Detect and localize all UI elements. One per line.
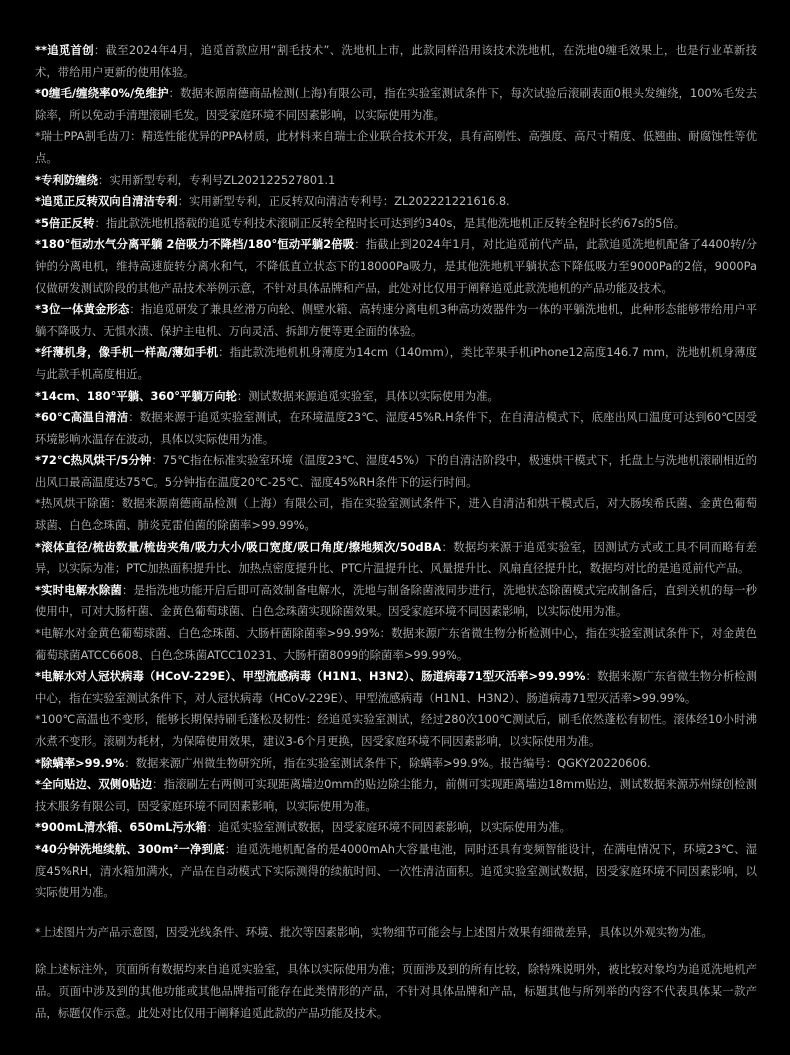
note-item [35, 450, 757, 493]
note-text: ：追觅洗地机配备的是4000mAh大容量电池，同时还具有变频智能设计，在满电情况下，环境23℃、湿度45%RH，清水箱加满水，产品在自动模式下实际测得的续航时间、一次性清洁面积。追觅实验室测试数据，因受家庭环境不同因素影响，以实际使用为准。 [35, 841, 757, 900]
note-text: ：是指洗地功能开启后即可高效制备电解水，洗地与制备除菌液同步进行，洗地状态除菌模式完成制备后，直到关机的每一秒使用中，可对大肠杆菌、金黄色葡萄球菌、白色念珠菌实现除菌效果。因受家庭环境不同因素影响，以实际使用为准。 [35, 582, 757, 619]
spacer [35, 904, 757, 922]
note-item [35, 342, 757, 385]
note-item [35, 580, 757, 623]
note-text: ：数据来源广东省微生物分析检测中心，指在实验室测试条件下，对人冠状病毒（HCoV-229E）、甲型流感病毒（H1N1、H3N2）、肠道病毒71型灭活率>99.99%。 [35, 669, 757, 705]
note-text: ：指追觅研发了兼具丝滑万向轮、侧壁水箱、高转速分离电机3种高功效器件为一体的平躺洗地机，此种形态能够带给用户平躺不降吸力、无惧水渍、保护主电机、万向灵活、拆卸方便等更全面的体验。 [35, 302, 757, 338]
note-item [35, 234, 757, 299]
note-text: ：实用新型专利，正反转双向清洁专利号：ZL202221221616.8. [177, 194, 510, 209]
note-text: *电解水对金黄色葡萄球菌、白色念珠菌、大肠杆菌除菌率>99.99%：数据来源广东省微生物分析检测中心，指在实验室测试条件下，对金黄色葡萄球菌ATCC6608、白色念珠菌ATCC10231、大肠杆菌8099的除菌率>99.99%。 [35, 626, 757, 662]
note-heading: *电解水对人冠状病毒（HCoV-229E）、甲型流感病毒（H1N1、H3N2）、肠道病毒71型灭活率>99.99% [35, 669, 586, 684]
note-heading: *3位一体黄金形态 [35, 302, 130, 317]
note-heading: *40分钟洗地续航、300m²一净到底 [35, 841, 225, 856]
note-item [35, 537, 757, 580]
note-heading: *60℃高温自清洁 [35, 410, 129, 425]
note-item [35, 126, 757, 169]
image-note: *上述图片为产品示意图，因受光线条件、环境、批次等因素影响，实物细节可能会与上述图片效果有细微差异，具体以外观实物为准。 [35, 924, 713, 939]
note-heading: *180°恒动水气分离平躺 2倍吸力不降档/180°恒动平躺2倍吸 [35, 237, 355, 252]
note-text: ：实用新型专利，专利号ZL202122527801.1 [97, 172, 336, 187]
note-item [35, 623, 757, 666]
note-text: ：数据均来源于追觅实验室，因测试方式或工具不同而略有差异，以实际为准；PTC加热面积提升比、加热点密度提升比、PTC片温提升比、风量提升比、风扇直径提升比，数据均对比的是追觅前代产品。 [35, 539, 757, 576]
disclaimer-notes [35, 40, 757, 1024]
note-item [35, 753, 757, 775]
note-text: ：指截止到2024年1月，对比追觅前代产品，此款追觅洗地机配备了4400转/分钟的分离电机，维持高速旋转分离水和气，不降低直立状态下的18000Pa吸力，是其他洗地机平躺状态下降低吸力至9000Pa的2倍，9000Pa仅做研发测试阶段的其他产品技术举例示意，不针对具体品牌和产品，此处对比仅用于阐释追觅此款洗地机的产品功能及技术。 [35, 237, 757, 295]
note-item [35, 407, 757, 450]
note-text: *瑞士PPA割毛齿刀：精选性能优异的PPA材质，此材料来自瑞士企业联合技术开发，具有高刚性、高强度、高尺寸精度、低翘曲、耐腐蚀性等优点。 [35, 129, 757, 165]
note-heading: **追觅首创 [35, 43, 94, 57]
note-text: ：75℃指在标准实验室环境（温度23℃、湿度45%）下的自清洁阶段中，极速烘干模式下，托盘上与洗地机滚刷相近的出风口最高温度达75℃。5分钟指在温度20℃-25℃、湿度45%RH条件下的运行时间。 [35, 453, 757, 489]
note-item [35, 817, 757, 839]
note-item [35, 666, 757, 709]
footer-note: 除上述标注外，页面所有数据均来自追觅实验室，具体以实际使用为准；页面涉及到的所有比较，除特殊说明外，被比较对象均为追觅洗地机产品。页面中涉及到的其他功能或其他品牌指可能存在此类情形的产品，不针对具体品牌和产品，标题其他与所列举的内容不代表具体某一款产品，标题仅作示意。此处对比仅用于阐释追觅此款的产品功能及技术。 [35, 962, 757, 1020]
note-text: ：测试数据来源追觅实验室，具体以实际使用为准。 [236, 388, 499, 403]
note-text: ：数据来源于追觅实验室测试，在环境温度23℃、湿度45%R.H条件下，在自清洁模式下，底座出风口温度可达到60℃因受环境影响水温存在波动，具体以实际使用为准。 [35, 410, 757, 446]
note-text: ：指滚刷左右两侧可实现距离墙边0mm的贴边除尘能力，前侧可实现距离墙边18mm贴边，测试数据来源苏州绿创检测技术服务有限公司，因受家庭环境不同因素影响，以实际使用为准。 [35, 777, 757, 813]
note-heading: *5倍正反转 [35, 215, 95, 230]
spacer [35, 943, 757, 959]
note-heading: *72℃热风烘干/5分钟 [35, 453, 152, 468]
note-heading: *实时电解水除菌 [35, 582, 122, 597]
note-text: ：追觅实验室测试数据，因受家庭环境不同因素影响，以实际使用为准。 [206, 820, 572, 835]
note-item [35, 170, 757, 192]
note-heading: *追觅正反转双向自清洁专利 [35, 194, 178, 209]
note-item [35, 299, 757, 342]
note-heading: *除螨率>99.9% [35, 755, 125, 770]
note-text: *热风烘干除菌：数据来源南德商品检测（上海）有限公司，指在实验室测试条件下，进入自清洁和烘干模式后，对大肠埃希氏菌、金黄色葡萄球菌、白色念珠菌、肺炎克雷伯菌的除菌率>99.99%。 [35, 496, 757, 533]
note-text: ：指此款洗地机机身薄度为14cm（140mm），类比苹果手机iPhone12高度146.7 mm，洗地机机身薄度与此款手机高度相近。 [35, 345, 757, 381]
note-heading: *900mL清水箱、650mL污水箱 [35, 820, 207, 835]
note-item [35, 83, 757, 126]
note-item [35, 386, 757, 408]
note-item [35, 191, 757, 213]
note-text: ：数据来源南德商品检测(上海)有限公司，指在实验室测试条件下，每次试验后滚刷表面0根头发缠绕，100%毛发去除率，所以免动手清理滚刷毛发。因受家庭环境不同因素影响，以实际使用为准。 [35, 86, 758, 122]
note-text: ：截至2024年4月，追觅首款应用“割毛技术”、洗地机上市，此款同样沿用该技术洗地机，在洗地0缠毛效果上，也是行业革新技术，带给用户更新的使用体验。 [35, 43, 757, 79]
note-text: *100℃高温也不变形，能够长期保持刷毛蓬松及韧性：经追觅实验室测试，经过280次100℃测试后，刷毛依然蓬松有韧性。滚体经10小时沸水煮不变形。滚刷为耗材，为保障使用效果，建议3-6个月更换，因受家庭环境不同因素影响，以实际使用为准。 [35, 712, 757, 748]
note-item [35, 213, 757, 235]
notes-list [35, 40, 757, 904]
note-text: ：指此款洗地机搭载的追觅专利技术滚刷正反转全程时长可达到约340s，是其他洗地机正反转全程时长约67s的5倍。 [94, 215, 686, 230]
note-heading: *纤薄机身，像手机一样高/薄如手机 [35, 345, 219, 360]
note-heading: *0缠毛/缠绕率0%/免维护 [35, 86, 169, 101]
note-item [35, 709, 757, 752]
note-heading: *滚体直径/梳齿数量/梳齿夹角/吸力大小/吸口宽度/吸口角度/擦地频次/50dBA [35, 539, 442, 554]
note-heading: *专利防缠绕 [35, 172, 98, 187]
note-item [35, 839, 757, 904]
note-item [35, 40, 757, 83]
note-item [35, 493, 757, 536]
note-heading: *全向贴边、双侧0贴边 [35, 777, 153, 792]
note-heading: *14cm、180°平躺、360°平躺万向轮 [35, 388, 237, 403]
note-item [35, 774, 757, 817]
note-text: ：数据来源广州微生物研究所，指在实验室测试条件下，除螨率>99.9%。报告编号：QGKY20220606. [124, 755, 651, 770]
